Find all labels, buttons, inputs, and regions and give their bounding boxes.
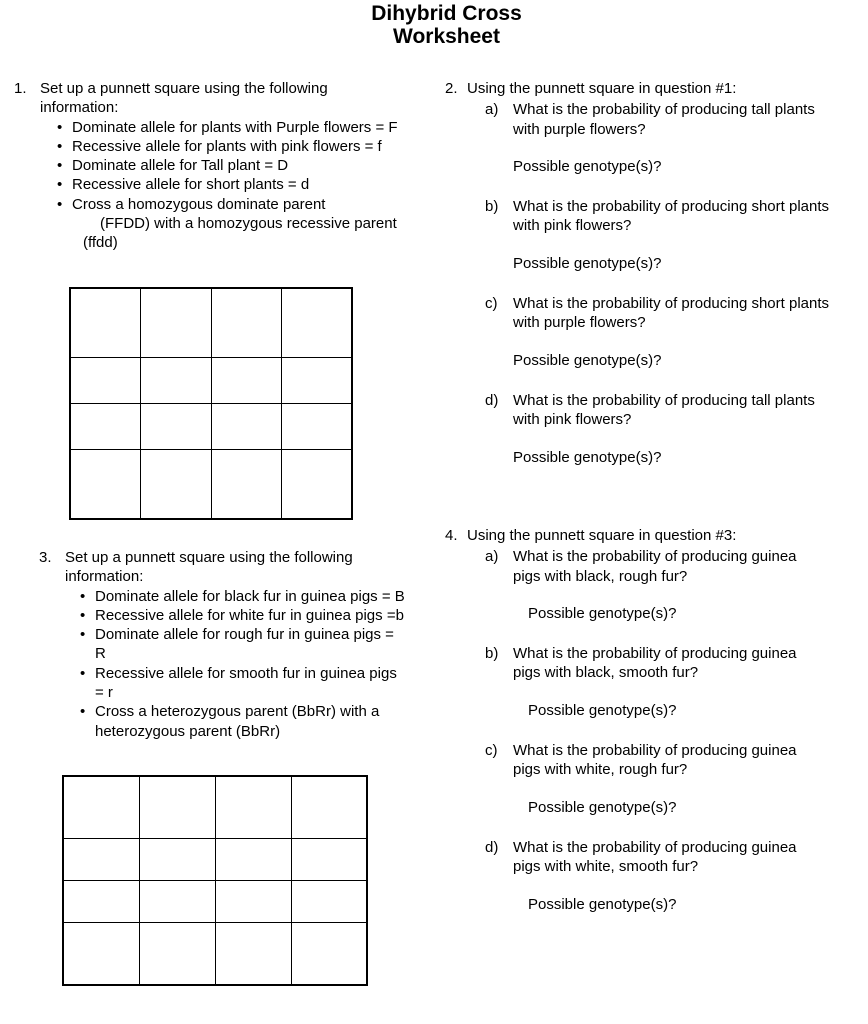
punnett-square-2 [62,775,368,986]
question-1-prompt [40,79,440,118]
punnett-row [70,357,352,403]
punnett-cell [141,357,212,403]
text-line: (FFDD) with a homozygous recessive parent [100,215,397,233]
bullet-icon: • [80,587,86,605]
text-line: Recessive allele for short plants = d [72,176,310,194]
punnett-cell [211,403,282,449]
bullet-item [39,606,439,625]
bullet-item [39,664,439,703]
punnett-square-1 [69,287,353,520]
bullet-item [39,625,439,664]
sub-question-letter: d) [485,391,499,409]
question-4-prompt-row [445,526,868,545]
text-line: R [95,645,106,663]
question-4-prompt: Using the punnett square in question #3: [467,527,737,544]
possible-genotypes-label: Possible genotype(s)? [513,352,662,370]
text-line: information: [65,568,144,586]
bullet-icon: • [57,157,63,175]
text-line: (ffdd) [83,234,118,252]
text-line: Dominate allele for rough fur in guinea pigs = [95,626,394,644]
punnett-cell [215,880,291,922]
bullet-item [14,175,440,194]
text-line: What is the probability of producing guinea [513,645,797,663]
text-line: Set up a punnett square using the following [40,80,328,97]
text-line: What is the probability of producing guinea [513,742,797,760]
text-line: What is the probability of producing short plants [513,198,830,216]
sub-question-b [445,644,868,720]
punnett-cell [141,288,212,357]
bullet-icon: • [80,703,86,721]
text-line: Recessive allele for smooth fur in guinea pigs [95,664,397,682]
sub-question-letter: d) [485,838,499,856]
bullet-item [14,195,440,253]
text-line: pigs with black, smooth fur? [513,664,699,682]
punnett-cell [291,922,367,985]
text-line: Dominate allele for black fur in guinea pigs = B [95,587,405,605]
text-line: with pink flowers? [513,411,632,429]
punnett-cell [139,776,215,839]
question-3 [39,548,439,741]
text-line: What is the probability of producing tall plants [513,391,815,409]
punnett-cell [291,880,367,922]
punnett-row [63,839,367,881]
punnett-cell [215,922,291,985]
question-3-prompt [65,548,439,587]
question-2-prompt-row [445,79,868,98]
punnett-row [70,403,352,449]
bullet-icon: • [57,195,63,213]
text-line: pigs with white, rough fur? [513,761,688,779]
punnett-cell [141,403,212,449]
question-3-number: 3. [39,549,52,566]
text-line: Cross a homozygous dominate parent [72,195,326,213]
punnett-cell [63,922,139,985]
sub-question-letter: a) [485,548,499,566]
text-line: information: [40,99,119,117]
question-3-prompt-row [39,548,439,587]
sub-question-letter: c) [485,742,498,760]
sub-question-a [445,100,868,176]
bullet-item [14,137,440,156]
punnett-cell [282,450,353,519]
possible-genotypes-label: Possible genotype(s)? [513,158,662,176]
punnett-row [63,776,367,839]
bullet-icon: • [80,664,86,682]
text-line: What is the probability of producing short plants [513,295,830,313]
bullet-icon: • [80,606,86,624]
question-3-bullet-list [39,587,439,741]
question-1-bullet-list [14,118,440,253]
sub-question-b [445,197,868,273]
bullet-icon: • [57,176,63,194]
bullet-item [39,702,439,741]
text-line: Cross a heterozygous parent (BbRr) with a [95,703,380,721]
punnett-cell [70,357,141,403]
text-line: with pink flowers? [513,217,632,235]
punnett-cell [211,450,282,519]
punnett-row [63,880,367,922]
punnett-cell [139,922,215,985]
text-line: pigs with white, smooth fur? [513,858,699,876]
text-line: pigs with black, rough fur? [513,567,688,585]
punnett-cell [139,839,215,881]
punnett-cell [215,776,291,839]
possible-genotypes-label: Possible genotype(s)? [513,255,662,273]
punnett-cell [139,880,215,922]
punnett-cell [282,288,353,357]
sub-question-d [445,391,868,467]
punnett-cell [215,839,291,881]
text-line: What is the probability of producing guinea [513,548,797,566]
sub-question-letter: b) [485,645,499,663]
text-line: = r [95,684,113,702]
text-line: with purple flowers? [513,314,646,332]
sub-question-a [445,547,868,623]
question-2-prompt: Using the punnett square in question #1: [467,80,737,97]
bullet-icon: • [57,118,63,136]
punnett-cell [70,288,141,357]
bullet-item [39,587,439,606]
bullet-icon: • [57,137,63,155]
sub-question-c [445,741,868,817]
question-1 [14,79,440,253]
punnett-cell [63,776,139,839]
text-line: Recessive allele for plants with pink flowers = f [72,137,382,155]
punnett-cell [211,357,282,403]
question-4 [445,526,868,914]
question-2-number: 2. [445,80,458,97]
question-1-prompt-row [14,79,440,118]
title-line-1: Dihybrid Cross [371,2,522,25]
text-line: What is the probability of producing guinea [513,838,797,856]
possible-genotypes-label: Possible genotype(s)? [528,605,677,623]
possible-genotypes-label: Possible genotype(s)? [513,449,662,467]
possible-genotypes-label: Possible genotype(s)? [528,702,677,720]
punnett-row [70,288,352,357]
text-line: heterozygous parent (BbRr) [95,722,281,740]
text-line: Dominate allele for Tall plant = D [72,157,289,175]
punnett-row [63,922,367,985]
question-2 [445,79,868,467]
possible-genotypes-label: Possible genotype(s)? [528,799,677,817]
punnett-cell [70,403,141,449]
text-line: Recessive allele for white fur in guinea pigs =b [95,606,404,624]
punnett-cell [291,776,367,839]
punnett-cell [141,450,212,519]
punnett-cell [211,288,282,357]
sub-question-d [445,838,868,914]
sub-question-letter: a) [485,101,499,119]
punnett-row [70,450,352,519]
worksheet-title [0,2,868,49]
text-line: Set up a punnett square using the following [65,549,353,566]
text-line: What is the probability of producing tall plants [513,101,815,119]
sub-question-letter: c) [485,295,498,313]
question-4-number: 4. [445,527,458,544]
sub-question-letter: b) [485,198,499,216]
title-line-2: Worksheet [393,25,500,49]
text-line: Dominate allele for plants with Purple flowers = F [72,118,398,136]
punnett-cell [282,403,353,449]
punnett-cell [63,880,139,922]
sub-question-c [445,294,868,370]
punnett-cell [282,357,353,403]
possible-genotypes-label: Possible genotype(s)? [528,896,677,914]
bullet-item [14,156,440,175]
bullet-item [14,118,440,137]
punnett-cell [291,839,367,881]
punnett-cell [70,450,141,519]
punnett-cell [63,839,139,881]
text-line: with purple flowers? [513,120,646,138]
question-1-number: 1. [14,80,27,97]
bullet-icon: • [80,626,86,644]
